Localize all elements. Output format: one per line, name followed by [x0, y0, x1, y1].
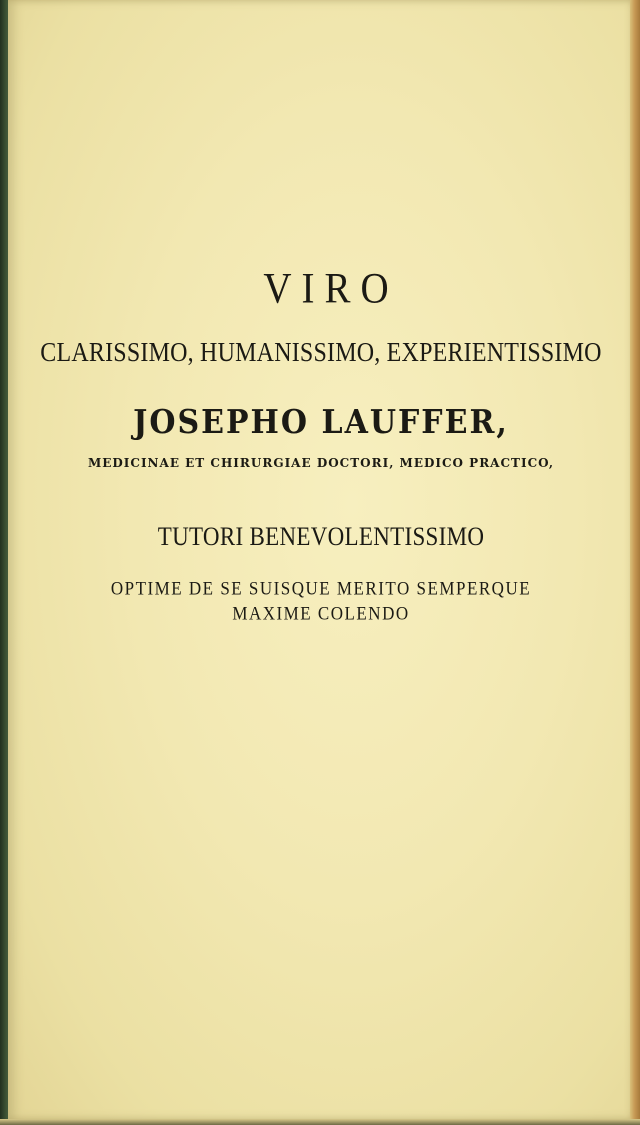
page-bottom-edge	[0, 1119, 640, 1125]
dedication-closing-line-1: OPTIME DE SE SUISQUE MERITO SEMPERQUE	[110, 578, 532, 599]
dedication-tutor-line: TUTORI BENEVOLENTISSIMO	[157, 522, 485, 551]
dedication-heading: VIRO	[263, 264, 399, 313]
dedicatee-title: MEDICINAE ET CHIRURGIAE DOCTORI, MEDICO PRACTICO,	[87, 456, 555, 470]
paper-page	[8, 0, 634, 1120]
dedication-closing-line-2: MAXIME COLENDO	[232, 603, 410, 624]
dedicatee-name: JOSEPHO LAUFFER,	[133, 403, 509, 442]
page-right-edge	[630, 0, 640, 1125]
dedication-epithets: CLARISSIMO, HUMANISSIMO, EXPERIENTISSIMO	[40, 337, 602, 368]
